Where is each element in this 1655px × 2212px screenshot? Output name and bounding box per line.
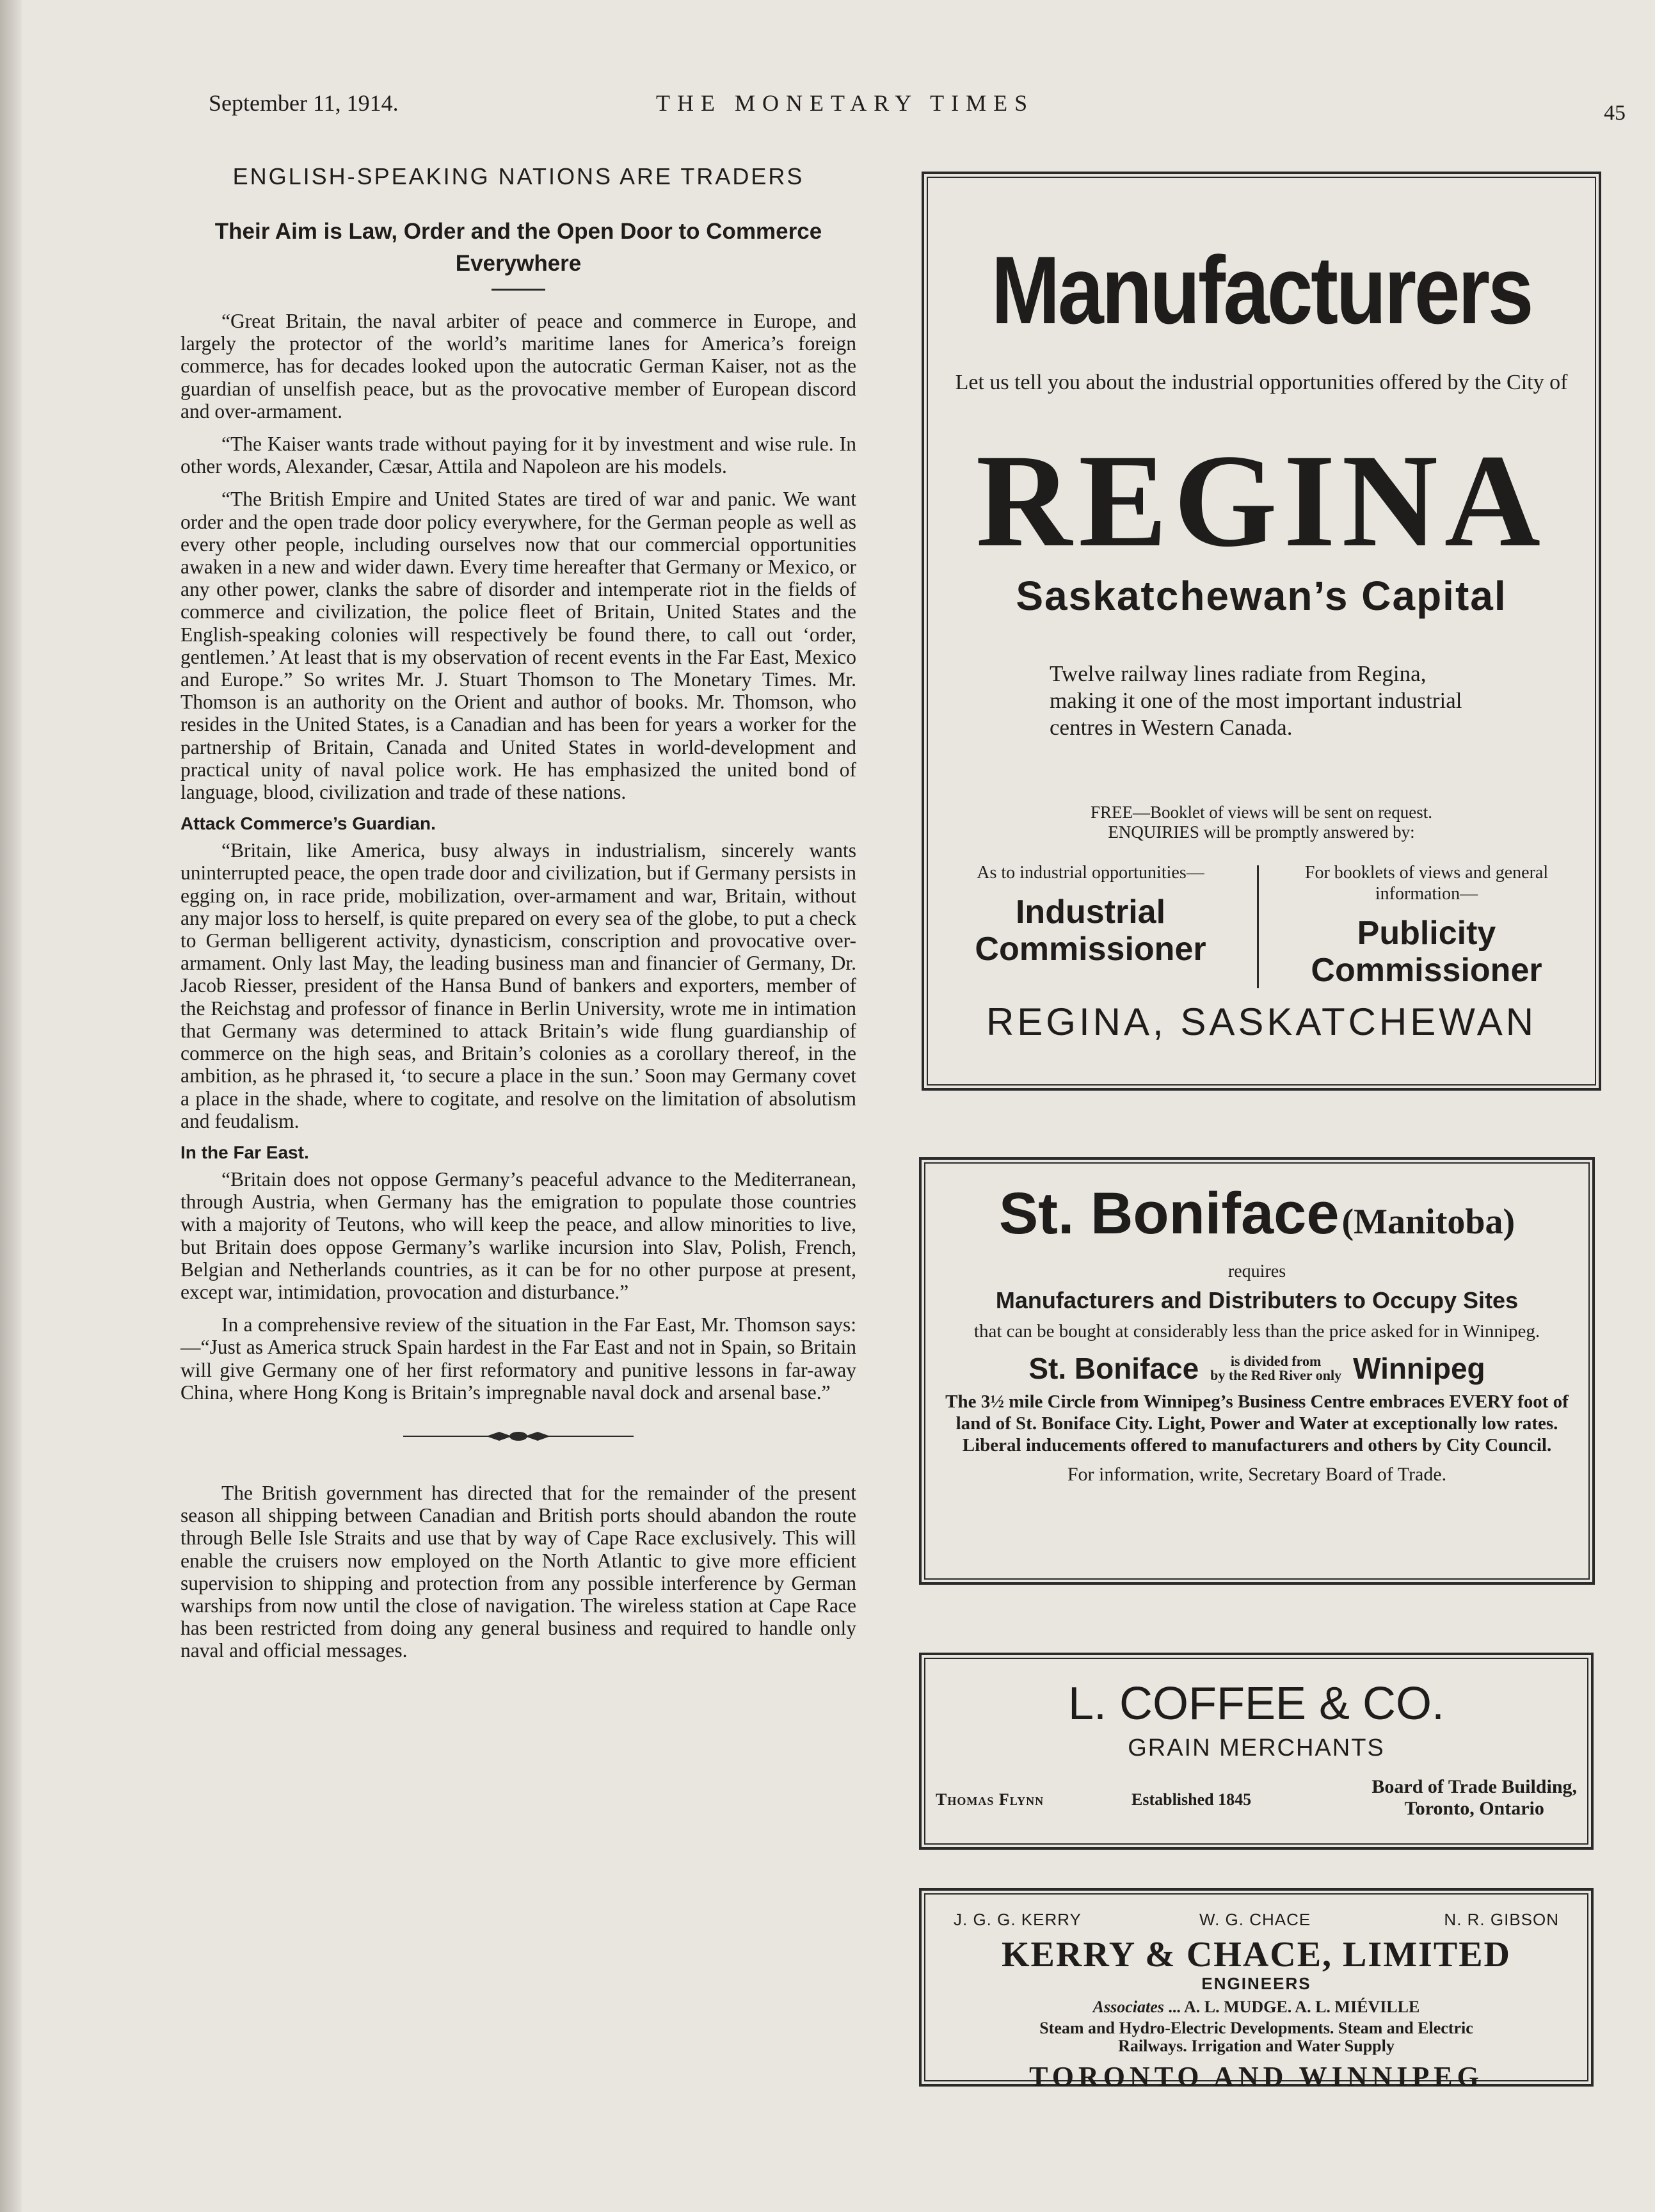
free-booklet-note (924, 803, 1599, 842)
page-binding-edge (0, 0, 22, 2212)
railway-text: Twelve railway lines radiate from Regina, making it one of the most important industrial centres in Western Canada. (1050, 661, 1462, 740)
associates-label: Associates (1092, 1998, 1164, 2016)
firm-person: Thomas Flynn (936, 1790, 1044, 1809)
contact-note: As to industrial opportunities— (977, 863, 1204, 883)
ad-contact-info: For information, write, Secretary Board of Trade. (1067, 1464, 1447, 1485)
firm-established: Established 1845 (1131, 1790, 1252, 1809)
firm-name: KERRY & CHACE, LIMITED (1001, 1935, 1511, 1975)
contact-title: Industrial Commissioner (975, 894, 1206, 968)
address-line: Board of Trade Building, (1371, 1776, 1577, 1797)
associates-line (922, 1998, 1591, 2017)
partner-name: J. G. G. KERRY (954, 1910, 1082, 1929)
st-boniface-advertisement (919, 1157, 1595, 1585)
article-paragraph: “Great Britain, the naval arbiter of peace and commerce in Europe, and largely the protector of the world’s maritime lanes for America’s foreign commerce, has for decades looked upon the autocratic German Kaiser, not as the guardian of unselfish peace, but as the provocative member of European discord and over-armament. (180, 310, 856, 422)
ad-intro: Let us tell you about the industrial opportunities offered by the City of (955, 371, 1568, 394)
division-left: St. Boniface (1028, 1352, 1199, 1385)
requires-label: requires (1227, 1262, 1286, 1281)
town-name: St. Boniface (998, 1181, 1339, 1246)
industrial-contact (943, 862, 1238, 968)
partner-names (922, 1910, 1591, 1936)
ad-headline (922, 1160, 1592, 1262)
publicity-contact (1270, 862, 1583, 989)
article-subtitle: Their Aim is Law, Order and the Open Door to Commerce Everywhere (214, 219, 822, 276)
division-middle (1210, 1354, 1341, 1382)
partner-name: N. R. GIBSON (1444, 1910, 1559, 1929)
firm-services: Steam and Hydro-Electric Developments. Steam and Electric Railways. Irrigation and Water Supply (1039, 2019, 1473, 2055)
article-paragraph: “The British Empire and United States are tired of war and panic. We want order and the open trade door policy everywhere, for the German people as well as every other people, including ourselves now that our commercial opportunities awaken in a new and wider dawn. Every time hereafter that Germany or Mexico, or any other power, clanks the sabre of disorder and intemperate riot in the fields of commerce and civilization, the police fleet of Britain, United States and the English-speaking colonies will respectively be found there, to call out ‘order, gentlemen.’ At least that is my observation of recent events in the Far East, Mexico and Europe.” So writes Mr. J. Stuart Thomson to The Monetary Times. Mr. Thomson is an authority on the Orient and author of books. Mr. Thomson, who resides in the United States, is a Canadian and has been for years a worker for the partnership of Britain, Canada and United States in world-development and practical unity of naval police work. He has emphasized the united bond of language, blood, civilization and trade of these nations. (180, 488, 856, 804)
province-name: (Manitoba) (1341, 1202, 1515, 1242)
city-tagline: Saskatchewan’s Capital (1016, 573, 1507, 619)
firm-profession: ENGINEERS (1201, 1974, 1311, 1993)
ad-subheadline: Manufacturers and Distributers to Occupy Sites (995, 1287, 1519, 1313)
article-paragraph: “Britain, like America, busy always in industrialism, sincerely wants uninterrupted peace, the open trade door and civilization, but if Germany persists in egging on, in race pride, mobilization, over-armament and war, Britain, without any major loss to herself, is quite prepared on every sea of the globe, to put a check to German belligerent activity, dynasticism, conscription and provocative over-armament. Only last May, the leading business man and financier of Germany, Dr. Jacob Riesser, president of the Hansa Bund of bankers and exporters, member of the Reichstag and professor of finance in Berlin University, wrote me in intimation that Germany was determined to attack Britain’s wide flung guardianship of commerce on the high seas, and Britain’s colonies as a corollary thereof, in the ambition, as he phrased it, ‘to secure a place in the sun.’ Soon may Germany covet a place in the shade, where to cogitate, and resolve on the limitation of absolutism and feudalism. (180, 839, 856, 1132)
contact-note: For booklets of views and general information— (1304, 863, 1549, 904)
ad-footer: REGINA, SASKATCHEWAN (986, 1000, 1537, 1043)
division-middle-top: is divided from (1230, 1353, 1322, 1369)
article-title: ENGLISH-SPEAKING NATIONS ARE TRADERS (232, 163, 804, 189)
article-paragraph: In a comprehensive review of the situation in the Far East, Mr. Thomson says:—“Just as America struck Spain hardest in the Far East and not in Spain, so Britain will give Germany one of her first reformatory and punitive lessons in far-away China, where Hong Kong is Britain’s impregnable naval dock and arsenal base.” (180, 1313, 856, 1404)
division-right: Winnipeg (1353, 1352, 1485, 1385)
enquiries-line: ENQUIRIES will be promptly answered by: (1108, 822, 1415, 842)
address-line: Toronto, Ontario (1404, 1798, 1544, 1819)
associates-names: ... A. L. MUDGE. A. L. MIÉVILLE (1168, 1998, 1420, 2016)
publication-title: THE MONETARY TIMES (656, 90, 1035, 116)
division-line (922, 1351, 1592, 1386)
firm-address (1371, 1776, 1577, 1820)
section-heading: In the Far East. (180, 1142, 309, 1162)
section-ornament (180, 1427, 856, 1446)
contact-title: Publicity Commissioner (1311, 915, 1542, 989)
regina-advertisement (922, 172, 1601, 1091)
article-column (180, 163, 856, 1672)
notice-paragraph: The British government has directed that for the remainder of the present season all shipping between Canadian and British ports should abandon the route through Belle Isle Straits and use that by way of Cape Race exclusively. This will enable the cruisers now employed on the North Atlantic to give more efficient supervision to shipping and protection from any possible interference by German warships from now until the close of navigation. The wireless station at Cape Race has been restricted from doing any general business and required to handle only naval and official messages. (180, 1481, 856, 1662)
ad-headline: Manufacturers (991, 236, 1532, 344)
page-header (205, 90, 1626, 128)
firm-name: L. COFFEE & CO. (1067, 1678, 1445, 1729)
price-note: that can be bought at considerably less than the price asked for in Winnipeg. (973, 1321, 1540, 1342)
kerry-chace-advertisement (919, 1888, 1594, 2092)
firm-trade: GRAIN MERCHANTS (1128, 1735, 1385, 1761)
issue-date: September 11, 1914. (209, 90, 399, 116)
ornament-divider-icon (403, 1427, 634, 1446)
ad-body: The 3½ mile Circle from Winnipeg’s Business Centre embraces EVERY foot of land of St. Boniface City. Light, Power and Water at exceptionally low rates. Liberal inducements offered to manufacturers and others by City Council. (945, 1391, 1569, 1455)
division-middle-bottom: by the Red River only (1210, 1367, 1342, 1383)
contact-divider (1257, 865, 1259, 988)
article-paragraph: “Britain does not oppose Germany’s peaceful advance to the Mediterranean, through Austria, when Germany has the emigration to populate those countries with a majority of Teutons, who will keep the peace, and allow minorities to live, but Britain does oppose Germany’s warlike incursion into Slav, Polish, French, Belgian and Netherlands countries, as it can be for no other purpose at present, except war, intimidation, provocation and disturbance.” (180, 1167, 856, 1303)
article-paragraph: “The Kaiser wants trade without paying for it by investment and wise rule. In other words, Alexander, Cæsar, Attila and Napoleon are his models. (180, 433, 856, 478)
firm-cities: TORONTO AND WINNIPEG (1029, 2061, 1483, 2092)
page-number: 45 (1604, 101, 1626, 125)
city-name: REGINA (975, 427, 1547, 574)
free-line: FREE—Booklet of views will be sent on request. (1091, 803, 1432, 822)
section-heading: Attack Commerce’s Guardian. (180, 813, 436, 834)
coffee-advertisement (919, 1653, 1594, 1850)
partner-name: W. G. CHACE (1199, 1910, 1311, 1929)
firm-details (922, 1776, 1591, 1821)
title-rule (492, 289, 545, 291)
